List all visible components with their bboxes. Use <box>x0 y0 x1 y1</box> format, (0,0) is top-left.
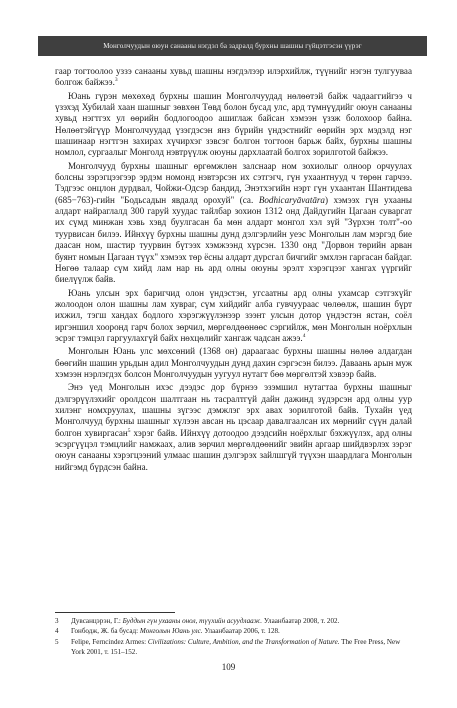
footnote-ref: 3 <box>114 77 118 84</box>
body-text <box>55 66 412 475</box>
running-header: Монголчуудын оюун санааны нэгдэл ба задралд бурхны шашны гүйцэтгэсэн үүрэг <box>38 36 427 56</box>
footnote-ref: 5 <box>127 427 131 434</box>
paragraph: Энэ үед Монголын ихэс дээдэс дор бүрнээ эзэмшил нутагтаа бурхны шашныг дэлгэрүүлэхийг оролдсон шалтгаан нь тасралтгүй дайн дажинд зүдэрсэн ард олны уур хилэнг номхруулах, шашны зүгээс дэмжлэг эрх авах зорилготой байв. Тухайн үед Монголчууд бурхны шашныг хүлээн авсан нь цэсаар давалгаалсан их мөрнийг сүүн далай болгон хувиргасан$^5$ хэрэг байв. Ийнхүү дотоодоо дээдсийн ноёрхлыг бэхжүүлэх, ард олны эсэргүүцэл тэмцлийг намжаах, алив зөрчил мөргөлдөөнийг эвийн аргаар шийдвэрлэх зэрэг оюун санааны хэрэгцээний улмаас шашин дэлгэрэх зайлшгүй түүхэн шаардлага Монголын нийгэмд бүрдсэн байна. <box>55 382 412 472</box>
paragraph: Монголчууд бурхны шашныг өргөмжлөн залснаар ном зохиолыг олноор орчуулах болсны зэрэгцээгээр эрдэм номонд нэвтэрсэн их сэтгэгч, гүн ухаантнууд ч төрөн гарчээ. Тэдгээс онцлон дурдвал, Чойжи-Одсэр бандид, Энэтхэгийн нэрт гүн ухаантан Шантидева (685−763)-гийн "Бодьсадын явдалд орохуй" (са. Bodhicaryāvatāra) хэмээх гүн ухааны алдарт найраглалд 300 гаруй хуудас тайлбар зохион 1312 онд Дайдугийн Цагаан суваргат их сүмд минжан хэвь хэвд буулгасан ба мөн алдарт монгол хэл зүй "Зүрхэн толт"-оо туурвисан билээ. Ийнхүү бурхны шашны дунд дэлгэрлийн уеэс Монголын лам мэргэд бие даасан ном, шастир туурвин бүтээх хэмжээнд хүрсэн. 1330 онд "Дорвон төрийн арван буянт номын Цагаан түүх" хэмээх төр ёсны алдарт дурсгал бичгийг эмхлэн гаргасан байдаг. Нөгөө талаар сүм хийд лам нар нь ард олны оюуны эрэлт хэрэгцээг хангах үүргийг биелүүлж байв. <box>55 160 412 285</box>
footnote-ref: 4 <box>302 332 306 339</box>
footnote-separator <box>55 612 175 613</box>
page-number: 109 <box>221 662 236 672</box>
footnote: 4 Гонбодж, Ж. ба бусад: Монголын Юань улс. Улаанбаатар 2006, т. 128. <box>55 627 280 636</box>
paragraph: Юань гүрэн мөхөхөд бурхны шашин Монголчуудад нөлөөтэй байж чадааггийгээ ч үзэхэд Хубилай хаан шашныг зөвхөн Төвд болон бусад улс, ард түмнүүдийг оюун санааны хувьд нэгтгэх ул өөрийн бодлогоодоо ашиглаж байсан хэмээн үзэж болохоор байна. Нөлөөтэйгүүр Монголчуудад үзэгдэсэн янз бүрийн үндэстнийг өөрийн эрх мэдэлд нэг шашинаар нэгтгэн захирах хүчирхэг зэвсэг болгон тогтоон барьж байх, бурхны шашны номлол, сургаалыг Монголд нэвтрүүлж оюуны дархлаатай болгох зорилготой байжээ. <box>55 90 412 158</box>
footnote: 5 Felipe, Fernсindez Armes: Civilizations: Culture, Ambition, and the Transformation of Nature. The Free Press, New York 2001, т. 151–152. <box>55 637 401 657</box>
paragraph: Юань улсын эрх баригчид олон үндэстэн, угсаатны ард олны ухамсар сэтгэхүйг жолоодон олон шашны лам хувраг, сүм хийдийг алба гувчуураас чөлөөлж, шашин бүрт ихжил, тэгш хандах бодлого хэрэгжүүлэнээр зээнт улсын дотор үндэстэн ястан, соёл иргэншил хооронд гарч болох зөрчил, мөргөлдөөнөөс сэргийлж, мөн Монголын ноёрхлын эсрэг тэмцэл гаргуулахгүй байх нөхцөлийг хангаж чадсан ажээ.$^4$ <box>55 287 412 343</box>
paragraph: Монголын Юань улс мөхсөний (1368 он) дараагаас бурхны шашны нөлөө алдагдан бөөгийн шашин урьдын адил Монголчуудын дунд дахин сэргэсэн билээ. Даваань арын муж хэмээн нэрлэгдэх болсон Монголчуудын уугуул нутагт бөө мөргөлтэй хэвээр байв. <box>55 346 412 379</box>
footnotes <box>55 616 412 658</box>
paragraph: гаар тогтоолоо уззэ санааны хувьд шашны нэгдэлээр илэрхийлж, түүнийг нэгэн тулгууваа болгож байжээ.$^3$ <box>55 66 412 88</box>
footnote: 3 Дувсанцэрэн, Г.: Буддын гүн ухааны онол, түүхийн асуудлааж. Улаанбаатар 2008, т. 202. <box>55 617 340 625</box>
